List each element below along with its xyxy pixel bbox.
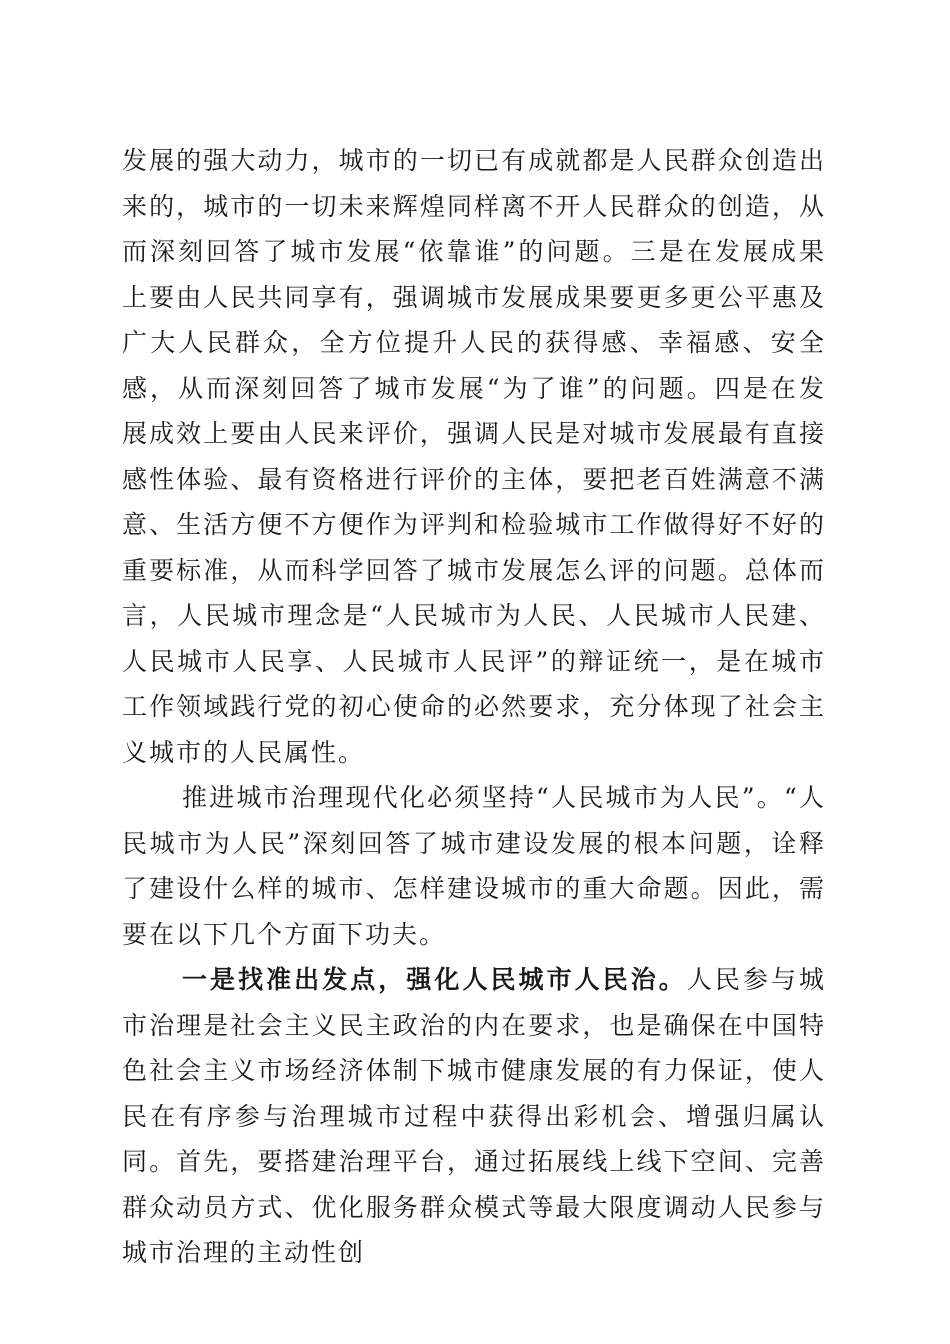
body-text bbox=[122, 138, 826, 1276]
paragraph-2-text: 推进城市治理现代化必须坚持“人民城市为人民”。“人民城市为人民”深刻回答了城市建设发展的根本问题，诠释了建设什么样的城市、怎样建设城市的重大命题。因此，需要在以下几个方面下功夫。 bbox=[122, 783, 826, 949]
paragraph-2 bbox=[122, 775, 826, 957]
paragraph-3 bbox=[122, 957, 826, 1276]
paragraph-3-bold-lead: 一是找准出发点，强化人民城市人民治。 bbox=[182, 965, 687, 994]
paragraph-1-text: 发展的强大动力，城市的一切已有成就都是人民群众创造出来的，城市的一切未来辉煌同样离不开人民群众的创造，从而深刻回答了城市发展“依靠谁”的问题。三是在发展成果上要由人民共同享有，强调城市发展成果要更多更公平惠及广大人民群众，全方位提升人民的获得感、幸福感、安全感，从而深刻回答了城市发展“为了谁”的问题。四是在发展成效上要由人民来评价，强调人民是对城市发展最有直接感性体验、最有资格进行评价的主体，要把老百姓满意不满意、生活方便不方便作为评判和检验城市工作做得好不好的重要标准，从而科学回答了城市发展怎么评的问题。总体而言，人民城市理念是“人民城市为人民、人民城市人民建、人民城市人民享、人民城市人民评”的辩证统一，是在城市工作领域践行党的初心使命的必然要求，充分体现了社会主义城市的人民属性。 bbox=[122, 146, 826, 767]
paragraph-1 bbox=[122, 138, 826, 775]
paragraph-3-text: 人民参与城市治理是社会主义民主政治的内在要求，也是确保在中国特色社会主义市场经济体制下城市健康发展的有力保证，使人民在有序参与治理城市过程中获得出彩机会、增强归属认同。首先，要搭建治理平台，通过拓展线上线下空间、完善群众动员方式、优化服务群众模式等最大限度调动人民参与城市治理的主动性创 bbox=[122, 965, 826, 1267]
